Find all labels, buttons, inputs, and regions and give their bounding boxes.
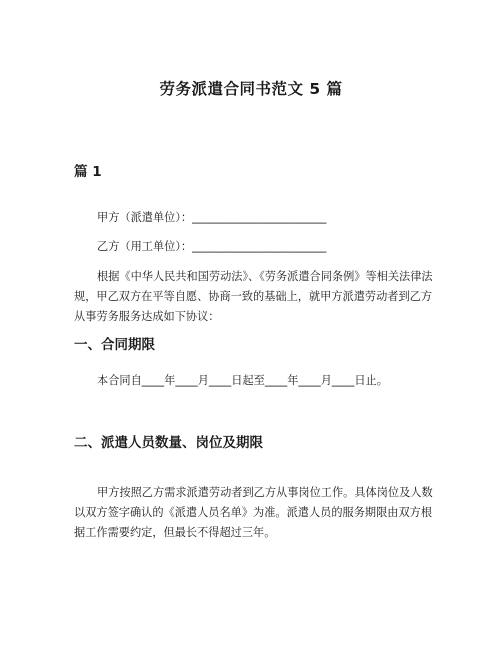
section-heading-term: 一、合同期限 [74, 337, 155, 353]
party-a-line: 甲方（派遣单位）：________________________ [97, 211, 327, 224]
part-heading: 篇 1 [74, 164, 102, 180]
party-b-line: 乙方（用工单位）：________________________ [97, 240, 327, 253]
section-body-dispatch: 甲方按照乙方需求派遣劳动者到乙方从事岗位工作。具体岗位及人数以双方签字确认的《派遣人员名单》为准。派遣人员的服务期限由双方根据工作需要约定，但最长不得超过三年。 [74, 486, 433, 539]
intro-paragraph: 根据《中华人民共和国劳动法》、《劳务派遣合同条例》等相关法律法规，甲乙双方在平等自愿、协商一致的基础上，就甲方派遣劳动者到乙方从事劳务服务达成如下协议： [74, 270, 433, 323]
document-title: 劳务派遣合同书范文 5 篇 [159, 80, 343, 98]
section-body-term: 本合同自____年____月____日起至____年____月____日止。 [97, 374, 388, 387]
section-heading-dispatch: 二、派遣人员数量、岗位及期限 [74, 435, 263, 451]
